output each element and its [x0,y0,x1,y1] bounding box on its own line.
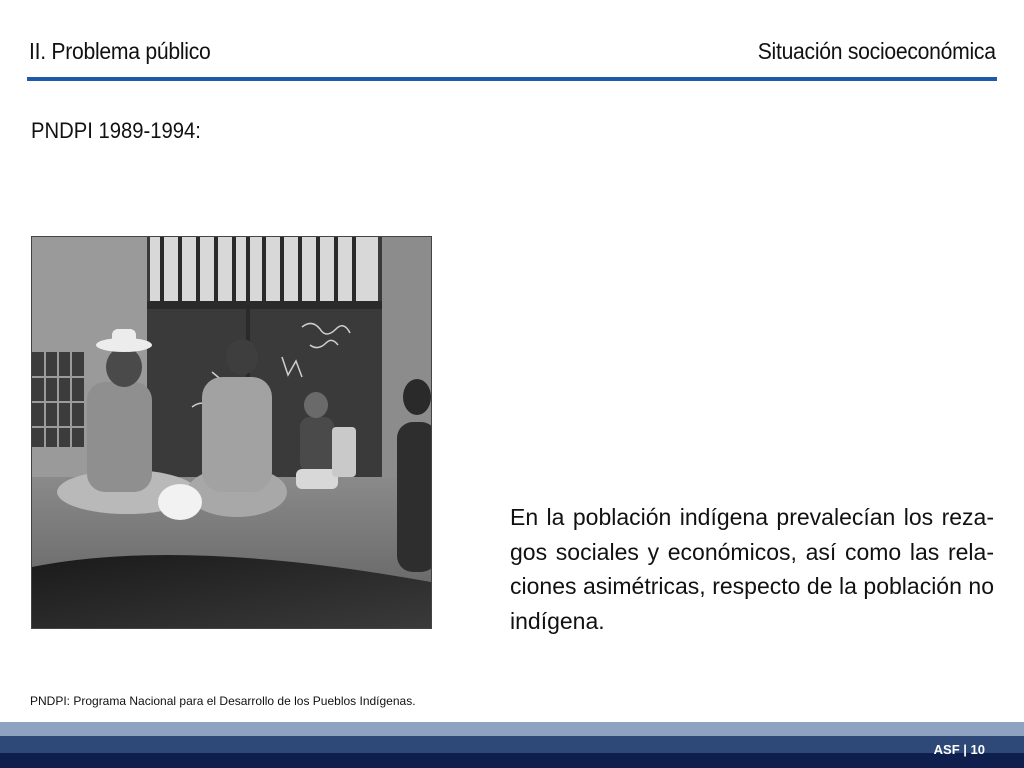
section-heading: II. Problema público [29,38,211,64]
footer-page-label: ASF | 10 [933,742,985,757]
header-divider [27,77,997,81]
body-paragraph: En la población indígena prevalecían los reza-gos sociales y económicos, así como las rela-ciones asimétricas, respecto de la población no indígena. [510,504,994,634]
indigenous-family-photo [31,236,432,629]
photo-illustration [32,237,431,628]
footnote: PNDPI: Programa Nacional para el Desarrollo de los Pueblos Indígenas. [30,694,416,708]
page-title: PNDPI 1989-1994: [31,118,201,143]
footer-band-light [0,722,1024,736]
topic-heading: Situación socioeconómica [757,38,996,64]
footer-band-dark [0,753,1024,768]
footer-band-mid [0,736,1024,753]
